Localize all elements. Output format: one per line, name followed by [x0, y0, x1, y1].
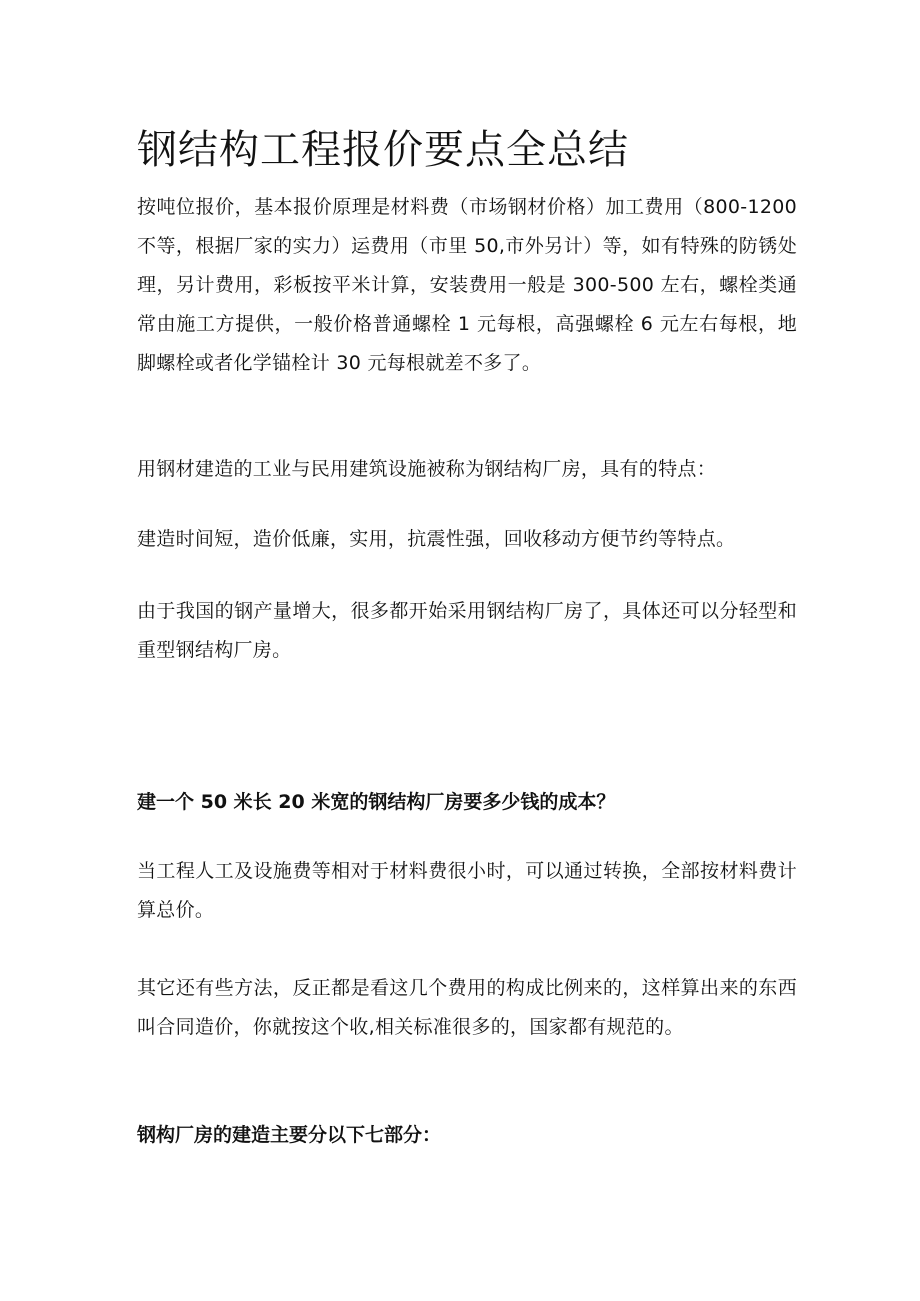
paragraph-total-price: 当工程人工及设施费等相对于材料费很小时，可以通过转换，全部按材料费计算总价。: [137, 860, 797, 921]
paragraph-types: 由于我国的钢产量增大，很多都开始采用钢结构厂房了，具体还可以分轻型和重型钢结构厂房。: [137, 600, 797, 661]
document-title: 钢结构工程报价要点全总结: [137, 127, 629, 173]
paragraph-other-methods: 其它还有些方法，反正都是看这几个费用的构成比例来的，这样算出来的东西叫合同造价，你就按这个收,相关标准很多的，国家都有规范的。: [137, 977, 797, 1038]
section-heading-cost: 建一个 50 米长 20 米宽的钢结构厂房要多少钱的成本？: [137, 791, 616, 813]
paragraph-pricing-basics: 按吨位报价，基本报价原理是材料费（市场钢材价格）加工费用（800-1200不等，根据厂家的实力）运费用（市里 50,市外另计）等，如有特殊的防锈处理，另计费用，彩板按平米计算，安装费用一般是 300-500 左右，螺栓类通常由施工方提供，一般价格普通螺栓 1 元每根，高强螺栓 6 元左右每根，地脚螺栓或者化学锚栓计 30 元每根就差不多了。: [137, 196, 797, 374]
section-heading-seven-parts: 钢构厂房的建造主要分以下七部分：: [137, 1124, 442, 1146]
paragraph-features: 建造时间短，造价低廉，实用，抗震性强，回收移动方便节约等特点。: [137, 528, 736, 550]
paragraph-definition: 用钢材建造的工业与民用建筑设施被称为钢结构厂房，具有的特点：: [137, 458, 717, 480]
